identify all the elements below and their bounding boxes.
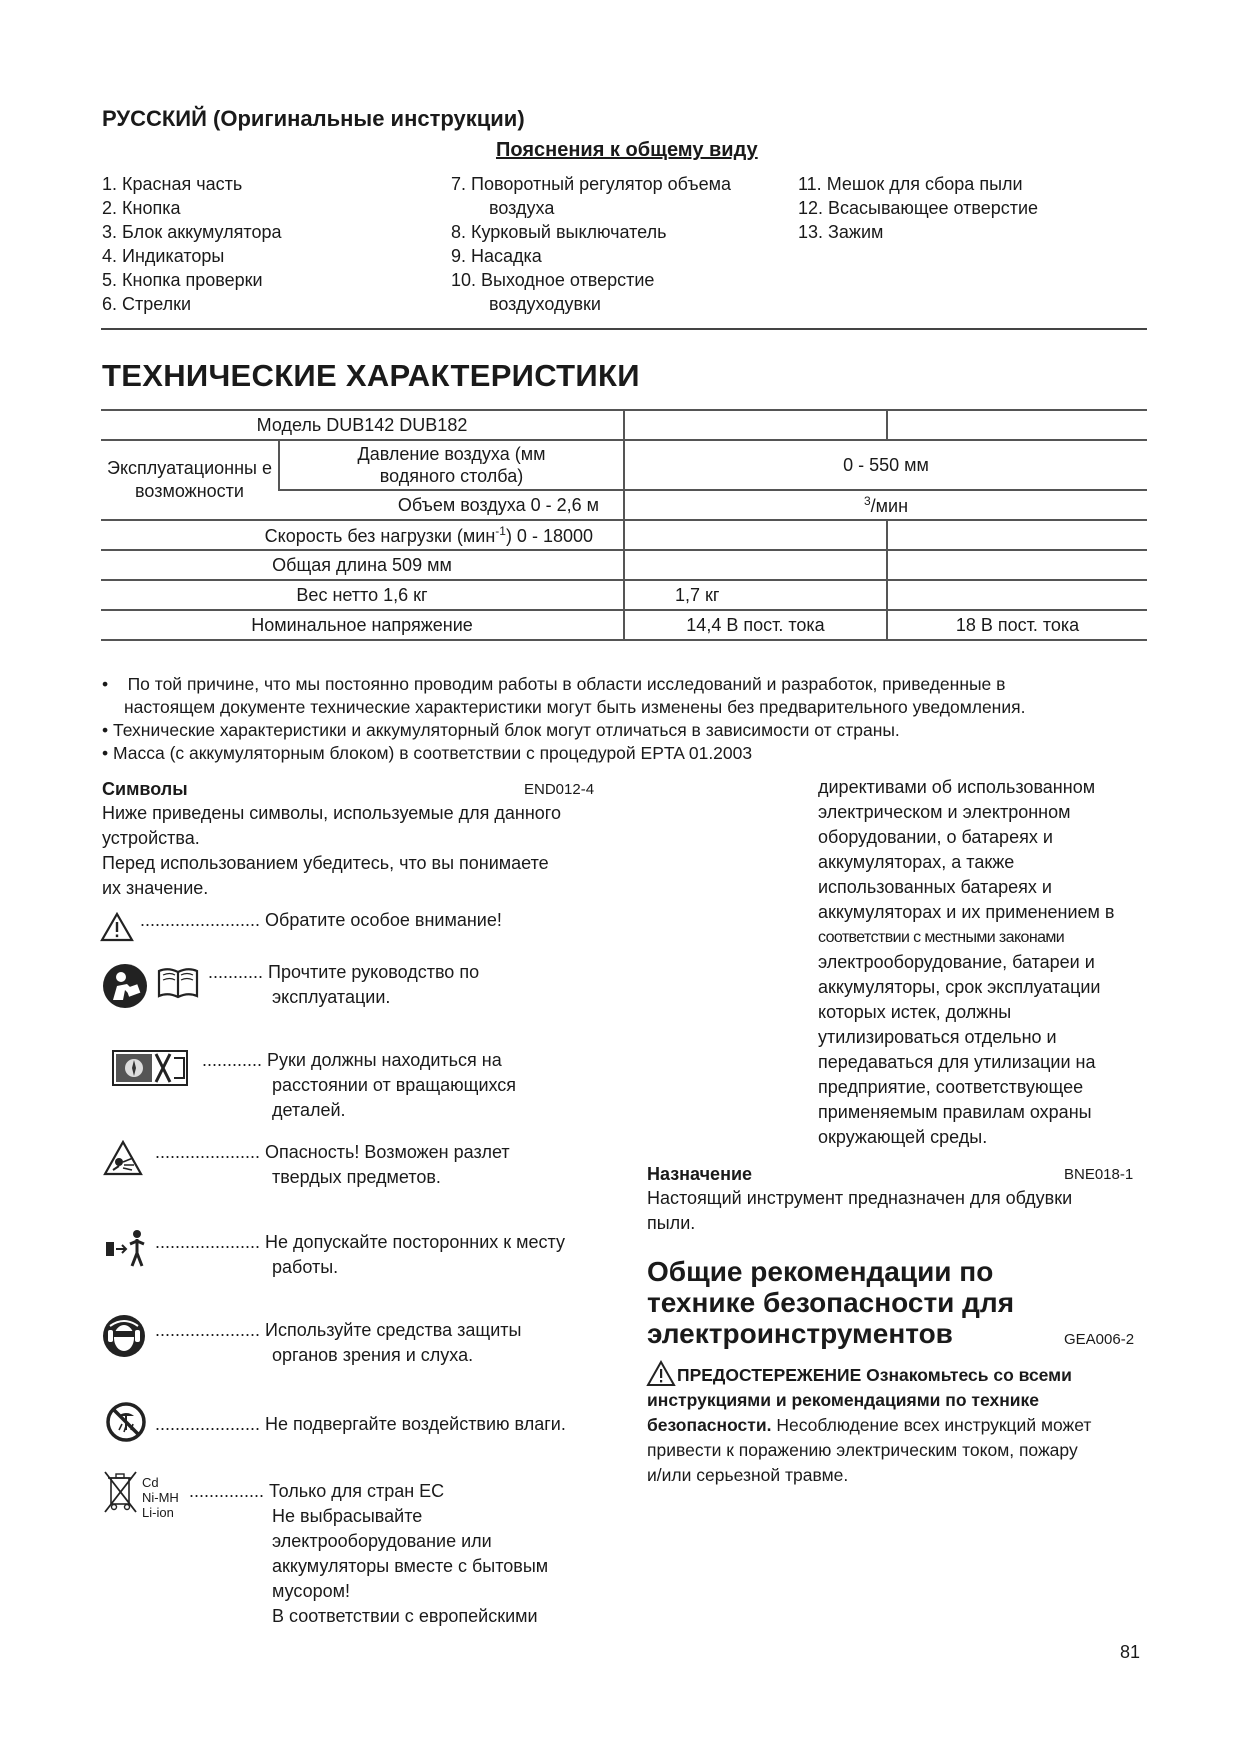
overview-col-3: [798, 172, 1038, 244]
table-row: [101, 550, 1147, 580]
overview-item: 10. Выходное отверстие: [451, 270, 655, 290]
purpose-text: Настоящий инструмент предназначен для обдувки пыли.: [647, 1188, 1073, 1233]
symbol-item: ..................... Не допускайте посторонних к месту работы.: [155, 1232, 565, 1277]
specs-title: ТЕХНИЧЕСКИЕ ХАРАКТЕРИСТИКИ: [102, 358, 640, 393]
symbol-item: ..................... Опасность! Возможен разлет твердых предметов.: [155, 1142, 510, 1187]
overview-item: 9. Насадка: [451, 246, 542, 266]
air-volume-label: Объем воздуха 0 - 2,6 м: [279, 490, 624, 520]
symbols-code: END012-4: [524, 781, 595, 798]
overview-item: 1. Красная часть: [102, 174, 243, 194]
overview-item: 4. Индикаторы: [102, 246, 225, 266]
air-pressure-label: Давление воздуха (мм водяного столба): [279, 440, 624, 490]
note-line: • Масса (с аккумуляторным блоком) в соответствии с процедурой EPTA 01.2003: [102, 743, 753, 763]
notes: [102, 673, 1025, 765]
section-divider: [101, 328, 1147, 330]
air-volume-unit: $^3$/мин: [624, 490, 1147, 520]
symbol-item: ..................... Используйте средства защиты органов зрения и слуха.: [155, 1320, 522, 1365]
safety-code: GEA006-2: [1064, 1331, 1135, 1348]
note-line: • По той причине, что мы постоянно проводим работы в области исследований и разработок, приведенные в: [102, 674, 1006, 694]
overview-item: воздуха: [489, 198, 555, 218]
overview-item: 3. Блок аккумулятора: [102, 222, 282, 242]
no-moisture-icon: [106, 1402, 146, 1442]
overview-item: 11. Мешок для сбора пыли: [798, 174, 1023, 194]
safety-heading: Общие рекомендации по технике безопасности для электроинструментов: [647, 1256, 1015, 1349]
model-label: Модель DUB142 DUB182: [101, 410, 624, 440]
language-title: РУССКИЙ (Оригинальные инструкции): [102, 106, 525, 131]
note-line: • Технические характеристики и аккумуляторный блок могут отличаться в зависимости от страны.: [102, 720, 900, 740]
flying-objects-hazard-icon: [103, 1140, 143, 1176]
symbol-item: ........................ Обратите особое внимание!: [140, 910, 502, 930]
weight-value-2: 1,7 кг: [624, 580, 887, 610]
overview-item: 7. Поворотный регулятор объема: [451, 174, 732, 194]
overview-title: Пояснения к общему виду: [496, 139, 758, 161]
weee-continued-text: директивами об использованном электрическом и электронном оборудовании, о батареях и аккумуляторах, а также использованных батареях и аккумуляторах и их применением в соответствии с местными законами электрооборудование, батареи и аккумуляторы, срок эксплуатации которых истек, должны утилизироваться отдельно и передаваться для утилизации на предприятие, соответствующее применяемым правилам охраны окружающей среды.: [818, 777, 1115, 1147]
rotating-parts-hazard-icon: [112, 1048, 190, 1088]
voltage-2: 18 В пост. тока: [887, 610, 1147, 640]
table-row: [101, 610, 1147, 640]
safety-warning: ПРЕДОСТЕРЕЖЕНИЕ Ознакомьтесь со всеми инструкциями и рекомендациями по технике безопасности. Несоблюдение всех инструкций может привести к поражению электрическим током, пожару и/или серьезной травме.: [647, 1365, 1092, 1485]
warning-triangle-icon: [100, 912, 134, 942]
overview-item: 5. Кнопка проверки: [102, 270, 263, 290]
length-label: Общая длина 509 мм: [101, 550, 624, 580]
overview-item: 12. Всасывающее отверстие: [798, 198, 1039, 218]
page-number: 81: [1120, 1642, 1141, 1662]
voltage-1: 14,4 В пост. тока: [624, 610, 887, 640]
overview-item: воздуходувки: [489, 294, 601, 314]
overview-item: 2. Кнопка: [102, 198, 181, 218]
symbols-intro: Ниже приведены символы, используемые для данного устройства. Перед использованием убедитесь, что вы понимаете их значение.: [102, 803, 561, 898]
air-pressure-value: 0 - 550 мм: [624, 440, 1147, 490]
specs-table: [101, 409, 1147, 641]
note-line: настоящем документе технические характеристики могут быть изменены без предварительного уведомления.: [124, 697, 1026, 717]
read-manual-icon: [101, 962, 149, 1010]
symbol-item: ............ Руки должны находиться на расстоянии от вращающихся деталей.: [202, 1050, 517, 1120]
overview-col-1: [102, 172, 281, 316]
overview-item: 8. Курковый выключатель: [451, 222, 667, 242]
symbol-item: ........... Прочтите руководство по эксплуатации.: [208, 962, 480, 1007]
overview-item: 6. Стрелки: [102, 294, 192, 314]
symbol-item: ............... Только для стран ЕС Не выбрасывайте электрооборудование или аккумуляторы вместе с бытовым мусором! В соответствии с европейскими: [189, 1481, 549, 1626]
battery-chemistry-labels: Cd Ni-MH Li-ion: [142, 1475, 179, 1520]
capacity-label: Эксплуатационны е возможности: [101, 440, 279, 520]
table-row: [101, 410, 1147, 440]
symbols-title: Символы: [102, 779, 188, 799]
speed-label: Скорость без нагрузки (мин$^{-1}$) 0 - 18000: [101, 520, 624, 550]
keep-bystanders-away-icon: [104, 1228, 150, 1268]
symbol-item: ..................... Не подвергайте воздействию влаги.: [155, 1414, 566, 1434]
overview-item: 13. Зажим: [798, 222, 884, 242]
book-icon: [157, 966, 199, 1000]
table-row: [101, 580, 1147, 610]
table-row: [101, 520, 1147, 550]
overview-col-2: [451, 172, 731, 316]
purpose-title: Назначение: [647, 1164, 753, 1184]
eye-ear-protection-icon: [102, 1314, 146, 1358]
purpose-code: BNE018-1: [1064, 1166, 1134, 1183]
weee-crossed-bin-icon: [103, 1470, 139, 1514]
voltage-label: Номинальное напряжение: [101, 610, 624, 640]
weight-label: Вес нетто 1,6 кг: [101, 580, 624, 610]
table-row: [101, 440, 1147, 490]
